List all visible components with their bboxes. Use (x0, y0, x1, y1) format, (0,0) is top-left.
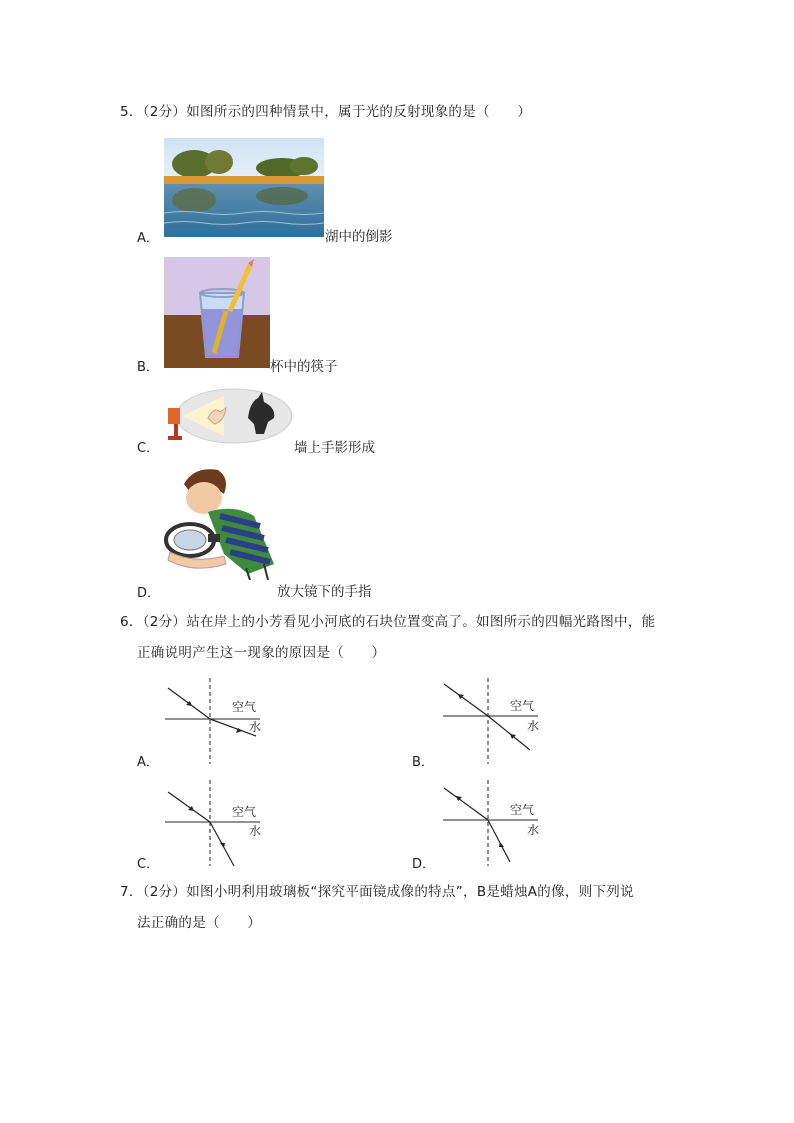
q5-option-b-caption: 杯中的筷子 (270, 359, 338, 375)
q6-option-d-letter: D． (412, 857, 436, 872)
question-6-stem-line-1: 6．（2分）站在岸上的小芳看见小河底的石块位置变高了。如图所示的四幅光路图中，能 (120, 614, 656, 630)
svg-text:空气: 空气 (232, 805, 257, 819)
q5-option-c-letter: C． (137, 441, 160, 456)
ray-diagram-b (438, 678, 548, 768)
q5-option-a-caption: 湖中的倒影 (325, 229, 393, 245)
q5-option-d-caption: 放大镜下的手指 (277, 584, 372, 600)
question-5-stem: 5．（2分）如图所示的四种情景中，属于光的反射现象的是（ ） (120, 104, 532, 120)
svg-text:水: 水 (527, 823, 540, 837)
pencil-in-glass-image (164, 257, 270, 368)
q5-option-a-letter: A． (137, 231, 159, 246)
q5-option-d-letter: D． (137, 586, 161, 601)
hand-shadow-image (164, 388, 292, 444)
svg-text:水: 水 (527, 719, 540, 733)
q6-option-a-letter: A． (137, 755, 159, 770)
svg-text:空气: 空气 (510, 803, 535, 817)
question-7-stem-line-1: 7．（2分）如图小明利用玻璃板“探究平面镜成像的特点”，B是蜡烛A的像，则下列说 (120, 884, 634, 900)
q6-option-b-letter: B． (412, 755, 434, 770)
ray-diagram-d (438, 780, 548, 870)
lake-reflection-image (164, 138, 324, 237)
svg-text:空气: 空气 (510, 699, 535, 713)
ray-diagram-c (160, 780, 270, 870)
magnifying-glass-boy-image (164, 464, 278, 580)
question-7-stem-line-2: 法正确的是（ ） (137, 915, 262, 931)
q5-option-b-letter: B． (137, 360, 159, 375)
svg-text:水: 水 (249, 824, 262, 838)
q6-option-c-letter: C． (137, 857, 160, 872)
q5-option-c-caption: 墙上手影形成 (294, 440, 375, 456)
question-6-stem-line-2: 正确说明产生这一现象的原因是（ ） (137, 645, 386, 661)
svg-text:水: 水 (249, 720, 262, 734)
svg-text:空气: 空气 (232, 700, 257, 714)
ray-diagram-a (160, 678, 270, 768)
